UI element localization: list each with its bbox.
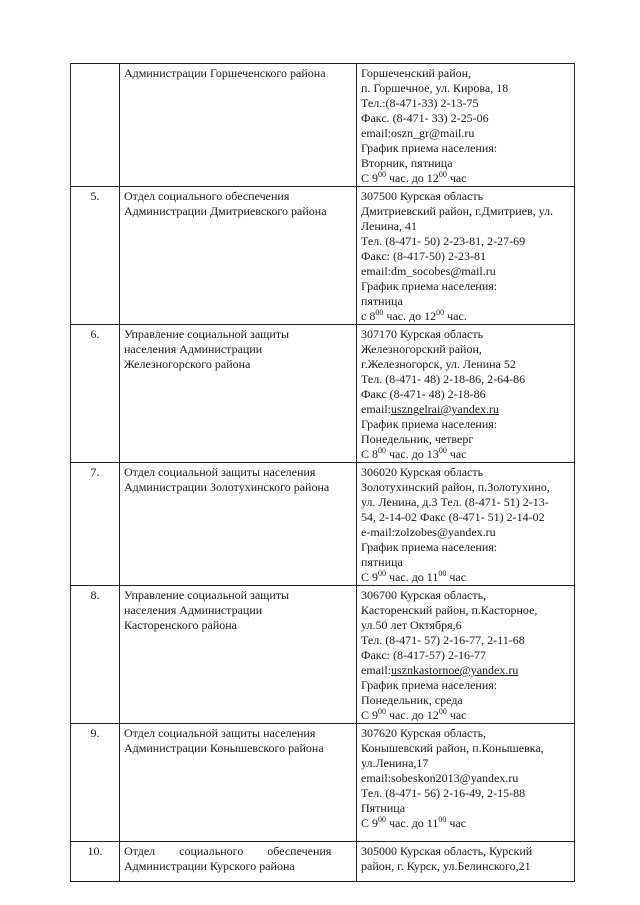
hours-mid: час. до 12: [383, 309, 437, 323]
email-line: [361, 402, 570, 417]
hours-pre: С 9: [361, 171, 379, 185]
contact-line: Пятница: [361, 801, 406, 815]
office-name: [120, 325, 357, 463]
hours-mid: час. до 12: [386, 171, 439, 185]
office-contacts: [357, 842, 575, 882]
contact-line: Золотухинский район, п.Золотухино,: [361, 480, 550, 494]
contact-line: Железногорский район,: [361, 342, 482, 356]
hours-from-sup: 00: [378, 815, 387, 824]
reception-hours: [361, 816, 570, 831]
hours-pre: с 8: [361, 309, 376, 323]
email-line: [361, 663, 570, 678]
hours-post: час: [446, 816, 467, 830]
office-name: [120, 724, 357, 842]
contact-line: пятница: [361, 555, 403, 569]
hours-to-sup: 00: [438, 569, 447, 578]
office-name-line: населения Администрации: [124, 603, 263, 617]
contact-line: Тел. (8-471- 57) 2-16-77, 2-11-68: [361, 633, 525, 647]
reception-hours: [361, 708, 570, 723]
contact-line: Понедельник, четверг: [361, 432, 474, 446]
email-address: usznkastornoe@yandex.ru: [391, 663, 519, 677]
contact-line: г.Железногорск, ул. Ленина 52: [361, 357, 516, 371]
contact-line: 307500 Курская область: [361, 189, 484, 203]
office-name-line: Железногорского района: [124, 357, 251, 371]
contact-line: Ленина, 41: [361, 219, 417, 233]
office-name-line: Отдел социального обеспечения: [124, 844, 332, 858]
contact-line: email:sobeskon2013@yandex.ru: [361, 771, 519, 785]
office-name: [120, 586, 357, 724]
hours-to-sup: 00: [436, 308, 445, 317]
hours-from-sup: 00: [375, 308, 384, 317]
office-contacts: [357, 463, 575, 586]
office-name: [120, 842, 357, 882]
hours-post: час: [446, 447, 467, 461]
office-name-line: Администрации Дмитриевского района: [124, 204, 327, 218]
contact-line: Тел. (8-471- 56) 2-16-49, 2-15-88: [361, 786, 526, 800]
office-contacts: [357, 325, 575, 463]
office-contacts: [357, 586, 575, 724]
hours-pre: С 9: [361, 708, 379, 722]
office-name-line: Администрации Курского района: [124, 859, 295, 873]
table-row: [71, 586, 575, 724]
reception-hours: [361, 309, 570, 324]
email-prefix: email:: [361, 663, 391, 677]
contact-line: Факс. (8-471- 33) 2-25-06: [361, 111, 489, 125]
contact-line: email:oszn_gr@mail.ru: [361, 126, 475, 140]
row-number: 5.: [71, 187, 120, 325]
office-contacts: [357, 64, 575, 187]
office-contacts: [357, 187, 575, 325]
office-name-line: Отдел социальной защиты населения: [124, 726, 316, 740]
hours-mid: час. до 11: [386, 570, 439, 584]
contact-line: п. Горшечное, ул. Кирова, 18: [361, 81, 509, 95]
contact-line: email:dm_socobes@mail.ru: [361, 264, 496, 278]
hours-post: час.: [444, 309, 467, 323]
table-row: [71, 187, 575, 325]
contact-line: Горшеченский район,: [361, 66, 472, 80]
office-name-line: Администрации Горшеченского района: [124, 66, 326, 80]
contact-line: Тел. (8-471- 50) 2-23-81, 2-27-69: [361, 234, 526, 248]
contact-line: ул.50 лет Октября,6: [361, 618, 462, 632]
contact-line: ул. Ленина, д.3 Тел. (8-471- 51) 2-13-: [361, 495, 549, 509]
table-row: [71, 842, 575, 882]
table-row: [71, 724, 575, 842]
office-name: [120, 463, 357, 586]
table-row: [71, 64, 575, 187]
contact-line: ул.Ленина,17: [361, 756, 429, 770]
row-number: 7.: [71, 463, 120, 586]
row-number: 10.: [71, 842, 120, 882]
email-prefix: email:: [361, 402, 391, 416]
office-name-line: Отдел социальной защиты населения: [124, 465, 316, 479]
contact-line: 307620 Курская область,: [361, 726, 487, 740]
office-name: [120, 64, 357, 187]
contact-line: Конышевский район, п.Конышевка,: [361, 741, 544, 755]
contact-line: e-mail:zolzobes@yandex.ru: [361, 525, 496, 539]
contact-line: Факс: (8-417-57) 2-16-77: [361, 648, 486, 662]
contact-line: 307170 Курская область: [361, 327, 484, 341]
contact-line: Вторник, пятница: [361, 156, 453, 170]
hours-to-sup: 00: [438, 170, 447, 179]
hours-mid: час. до 13: [386, 447, 439, 461]
contact-line: График приема населения:: [361, 141, 498, 155]
hours-to-sup: 00: [438, 707, 447, 716]
contact-line: График приема населения:: [361, 678, 498, 692]
office-name-line: Отдел социального обеспечения: [124, 189, 290, 203]
hours-pre: С 8: [361, 447, 379, 461]
contact-line: 305000 Курская область, Курский: [361, 844, 533, 858]
hours-from-sup: 00: [378, 446, 387, 455]
hours-from-sup: 00: [378, 707, 387, 716]
hours-to-sup: 00: [438, 815, 447, 824]
row-number: 6.: [71, 325, 120, 463]
contact-line: График приема населения:: [361, 279, 498, 293]
office-name-line: Администрации Золотухинского района: [124, 480, 330, 494]
contact-line: район, г. Курск, ул.Белинского,21: [361, 859, 531, 873]
email-address: uszngelrai@yandex.ru: [391, 402, 500, 416]
reception-hours: [361, 447, 570, 462]
hours-to-sup: 00: [438, 446, 447, 455]
hours-mid: час. до 12: [386, 708, 439, 722]
contact-line: Касторенский район, п.Касторное,: [361, 603, 538, 617]
office-contacts: [357, 724, 575, 842]
contact-line: Факс (8-471- 48) 2-18-86: [361, 387, 486, 401]
contact-line: Факс: (8-417-50) 2-23-81: [361, 249, 486, 263]
hours-mid: час. до 11: [386, 816, 439, 830]
office-name-line: Управление социальной защиты: [124, 327, 290, 341]
hours-pre: С 9: [361, 570, 379, 584]
office-name-line: населения Администрации: [124, 342, 263, 356]
table-row: [71, 463, 575, 586]
hours-post: час: [446, 171, 467, 185]
reception-hours: [361, 570, 570, 585]
contact-line: пятница: [361, 294, 403, 308]
row-number: 8.: [71, 586, 120, 724]
hours-from-sup: 00: [378, 569, 387, 578]
hours-pre: С 9: [361, 816, 379, 830]
offices-table: [70, 63, 575, 882]
contact-line: 54, 2-14-02 Факс (8-471- 51) 2-14-02: [361, 510, 545, 524]
contact-line: График приема населения:: [361, 540, 498, 554]
office-name-line: Администрации Конышевского района: [124, 741, 324, 755]
hours-post: час: [446, 570, 467, 584]
hours-from-sup: 00: [378, 170, 387, 179]
row-number: 9.: [71, 724, 120, 842]
hours-post: час: [446, 708, 467, 722]
contact-line: График приема населения:: [361, 417, 498, 431]
offices-table-body: [71, 64, 575, 882]
contact-line: 306700 Курская область,: [361, 588, 487, 602]
contact-line: Понедельник, среда: [361, 693, 463, 707]
office-name: [120, 187, 357, 325]
table-row: [71, 325, 575, 463]
contact-line: 306020 Курская область: [361, 465, 484, 479]
office-name-line: Касторенского района: [124, 618, 237, 632]
office-name-line: Управление социальной защиты: [124, 588, 290, 602]
contact-line: Дмитриевский район, г.Дмитриев, ул.: [361, 204, 554, 218]
contact-line: Тел.:(8-471-33) 2-13-75: [361, 96, 479, 110]
contact-line: Тел. (8-471- 48) 2-18-86, 2-64-86: [361, 372, 526, 386]
reception-hours: [361, 171, 570, 186]
row-number: [71, 64, 120, 187]
